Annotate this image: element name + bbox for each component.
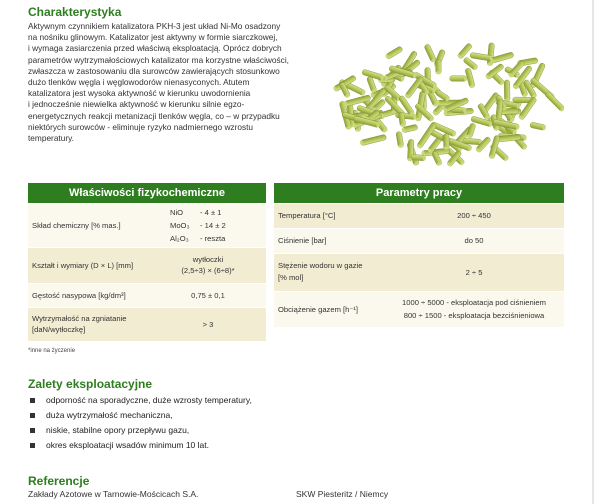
catalyst-pellets-photo bbox=[332, 28, 564, 170]
pressure-label: Ciśnienie [bar] bbox=[274, 228, 384, 253]
shape-value: wytłoczki (2,5÷3) × (6÷8)* bbox=[150, 247, 266, 283]
advantages-heading: Zalety eksploatacyjne bbox=[28, 377, 153, 391]
shape-label: Kształt i wymiary (D × L) [mm] bbox=[28, 247, 150, 283]
list-item: okres eksploatacji wsadów minimum 10 lat. bbox=[28, 438, 252, 453]
physchem-table bbox=[28, 204, 266, 342]
desc-line: katalizatora jest wysoka aktywność w kierunku uwodornienia bbox=[28, 88, 251, 99]
density-label: Gęstość nasypowa [kg/dm³] bbox=[28, 283, 150, 307]
composition-cell bbox=[150, 204, 266, 247]
operating-table bbox=[274, 204, 564, 328]
desc-line: energetycznych reakcji metanizacji tlenków węgla, co – w przypadku bbox=[28, 110, 280, 121]
pellet bbox=[362, 69, 385, 81]
table-row bbox=[28, 307, 266, 341]
strength-value: > 3 bbox=[150, 307, 266, 341]
table-row bbox=[274, 253, 564, 291]
composition-line: MoO₃ - 14 ± 2 bbox=[170, 220, 226, 230]
composition-label: Skład chemiczny [% mas.] bbox=[28, 204, 150, 247]
composition-line: Al₂O₃ - reszta bbox=[170, 233, 226, 243]
strength-label: Wytrzymałość na zgniatanie [daN/wytłoczkę] bbox=[28, 307, 150, 341]
table-row bbox=[274, 228, 564, 253]
desc-line: dużo tlenków węgla i węglowodorów nienasyconych. Atutem bbox=[28, 77, 250, 88]
hydrogen-label: Stężenie wodoru w gazie [% mol] bbox=[274, 253, 384, 291]
density-value: 0,75 ± 0,1 bbox=[150, 283, 266, 307]
operating-title: Parametry pracy bbox=[274, 183, 564, 203]
characteristics-heading: Charakterystyka bbox=[28, 5, 122, 19]
pellet bbox=[450, 76, 467, 82]
list-item: duża wytrzymałość mechaniczna, bbox=[28, 408, 252, 423]
composition-line: NiO - 4 ± 1 bbox=[170, 207, 222, 217]
pellet bbox=[411, 154, 426, 161]
physchem-title: Właściwości fizykochemiczne bbox=[28, 183, 266, 203]
characteristics-text bbox=[28, 21, 318, 144]
list-item: niskie, stabilne opory przepływu gazu, bbox=[28, 423, 252, 438]
reference-right: SKW Piesteritz / Niemcy bbox=[296, 489, 389, 499]
pellet bbox=[436, 59, 442, 74]
desc-line: Aktywnym czynnikiem katalizatora PKH-3 jest układ Ni-Mo osadzony bbox=[28, 21, 281, 31]
hydrogen-value: 2 ÷ 5 bbox=[384, 253, 564, 291]
pellet bbox=[385, 46, 403, 60]
pellet bbox=[360, 134, 387, 146]
desc-line: zwłaszcza w zastosowaniu dla surowców zawierających stosunkowo bbox=[28, 65, 280, 76]
reference-left: Zakłady Azotowe w Tarnowie-Mościcach S.A. bbox=[28, 489, 199, 499]
temperature-label: Temperatura [°C] bbox=[274, 204, 384, 228]
table-row bbox=[274, 291, 564, 327]
desc-line: i wymaga zasiarczenia przed właściwą eksploatacją. Oprócz dobrych bbox=[28, 43, 282, 54]
footnote: *inne na życzenie bbox=[28, 348, 76, 354]
desc-line: parametrów wytrzymałościowych katalizator ma korzystne właściwości, bbox=[28, 54, 289, 65]
desc-line: na nośniku glinowym. Katalizator jest aktywny w formie siarczkowej, bbox=[28, 32, 278, 43]
list-item: odporność na sporadyczne, duże wzrosty temperatury, bbox=[28, 393, 252, 408]
pellet bbox=[396, 131, 404, 148]
bullet-icon bbox=[30, 413, 35, 418]
desc-line: temperatury. bbox=[28, 133, 74, 144]
table-row bbox=[28, 204, 266, 247]
bullet-icon bbox=[30, 428, 35, 433]
bullet-icon bbox=[30, 443, 35, 448]
gas-load-value: 1000 ÷ 5000 - eksploatacja pod ciśnieniem 800 ÷ 1500 - eksploatacja bezciśnieniowa bbox=[384, 291, 564, 327]
pellet bbox=[544, 91, 564, 112]
pellets-group bbox=[333, 43, 564, 168]
desc-line: i jednocześnie niewielka aktywność w kierunku silnie egzo- bbox=[28, 99, 245, 110]
gas-load-label: Obciążenie gazem [h⁻¹] bbox=[274, 291, 384, 327]
table-row bbox=[274, 204, 564, 228]
table-row bbox=[28, 283, 266, 307]
table-row bbox=[28, 247, 266, 283]
pellet bbox=[504, 80, 510, 102]
temperature-value: 200 ÷ 450 bbox=[384, 204, 564, 228]
pressure-value: do 50 bbox=[384, 228, 564, 253]
pellet bbox=[530, 122, 547, 131]
pellet bbox=[424, 44, 437, 63]
desc-line: niektórych surowców - eliminuje ryzyko nadmiernego wzrostu bbox=[28, 121, 254, 132]
advantages-list bbox=[28, 393, 252, 453]
bullet-icon bbox=[30, 398, 35, 403]
references-heading: Referencje bbox=[28, 474, 90, 488]
pellet bbox=[443, 134, 449, 150]
